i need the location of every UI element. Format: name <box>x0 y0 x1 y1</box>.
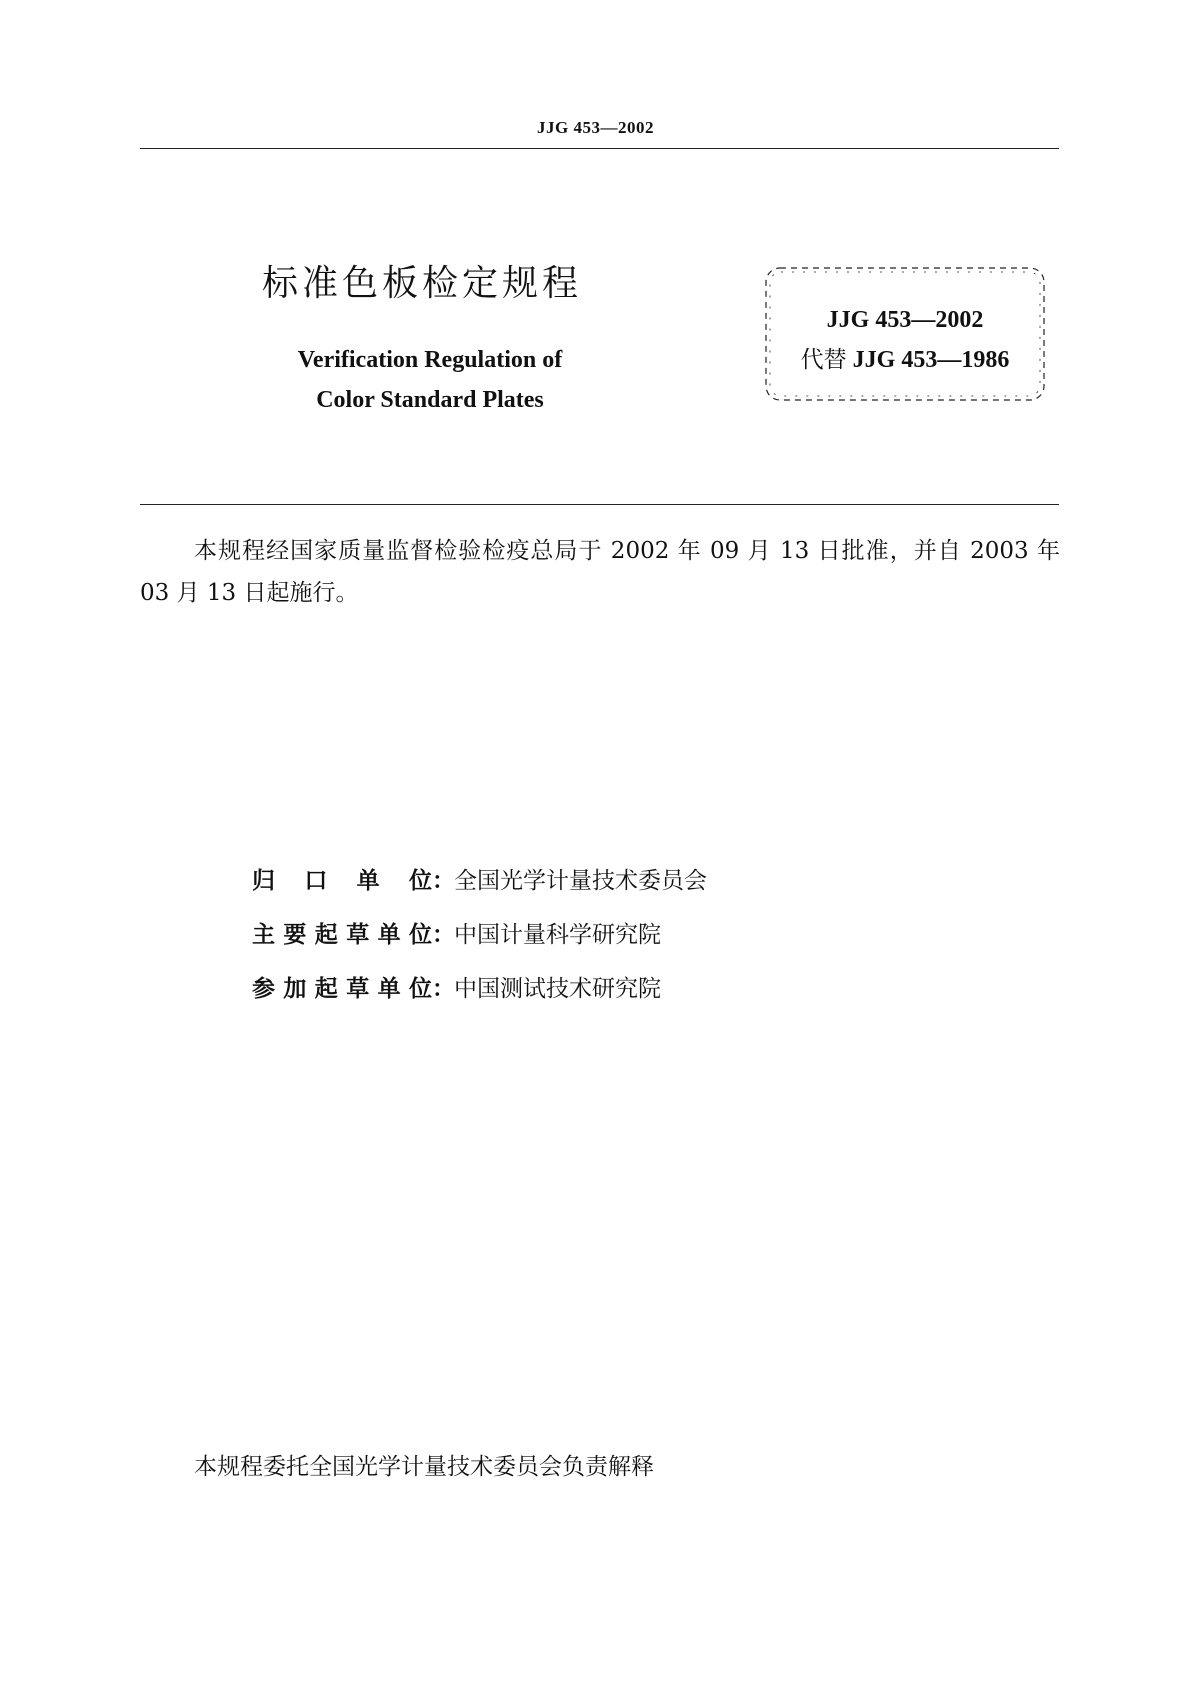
interpretation-note: 本规程委托全国光学计量技术委员会负责解释 <box>194 1454 654 1480</box>
unit-value: 中国测试技术研究院 <box>454 976 661 1002</box>
section-rule <box>140 504 1059 505</box>
unit-row-main-drafter <box>252 916 707 970</box>
unit-colon: ： <box>432 868 455 894</box>
unit-value: 中国计量科学研究院 <box>454 922 661 948</box>
code-box <box>760 262 1050 406</box>
unit-colon: ： <box>432 976 455 1002</box>
document-title-cn: 标准色板检定规程 <box>262 263 583 304</box>
replaces-line <box>760 340 1050 380</box>
document-title-en-line2: Color Standard Plates <box>316 387 544 413</box>
document-title-en-line1: Verification Regulation of <box>297 347 563 373</box>
unit-row-responsible <box>252 862 707 916</box>
running-header-code: JJG 453—2002 <box>537 118 654 137</box>
header-rule <box>140 148 1059 149</box>
unit-label: 主要起草单位 <box>252 922 432 948</box>
unit-label: 参加起草单位 <box>252 976 432 1002</box>
unit-label: 归口单位 <box>252 868 432 894</box>
replaces-prefix: 代替 <box>800 347 847 373</box>
approval-paragraph: 本规程经国家质量监督检验检疫总局于 2002 年 09 月 13 日批准，并自 2003 年 03 月 13 日起施行。 <box>140 538 1060 606</box>
drafting-units <box>252 862 707 1024</box>
standard-code: JJG 453—2002 <box>826 307 984 333</box>
unit-row-participating-drafter <box>252 970 707 1024</box>
unit-colon: ： <box>432 922 455 948</box>
unit-value: 全国光学计量技术委员会 <box>454 868 707 894</box>
replaced-code: JJG 453—1986 <box>852 347 1010 373</box>
document-title-en <box>230 340 630 420</box>
code-box-text <box>760 300 1050 380</box>
